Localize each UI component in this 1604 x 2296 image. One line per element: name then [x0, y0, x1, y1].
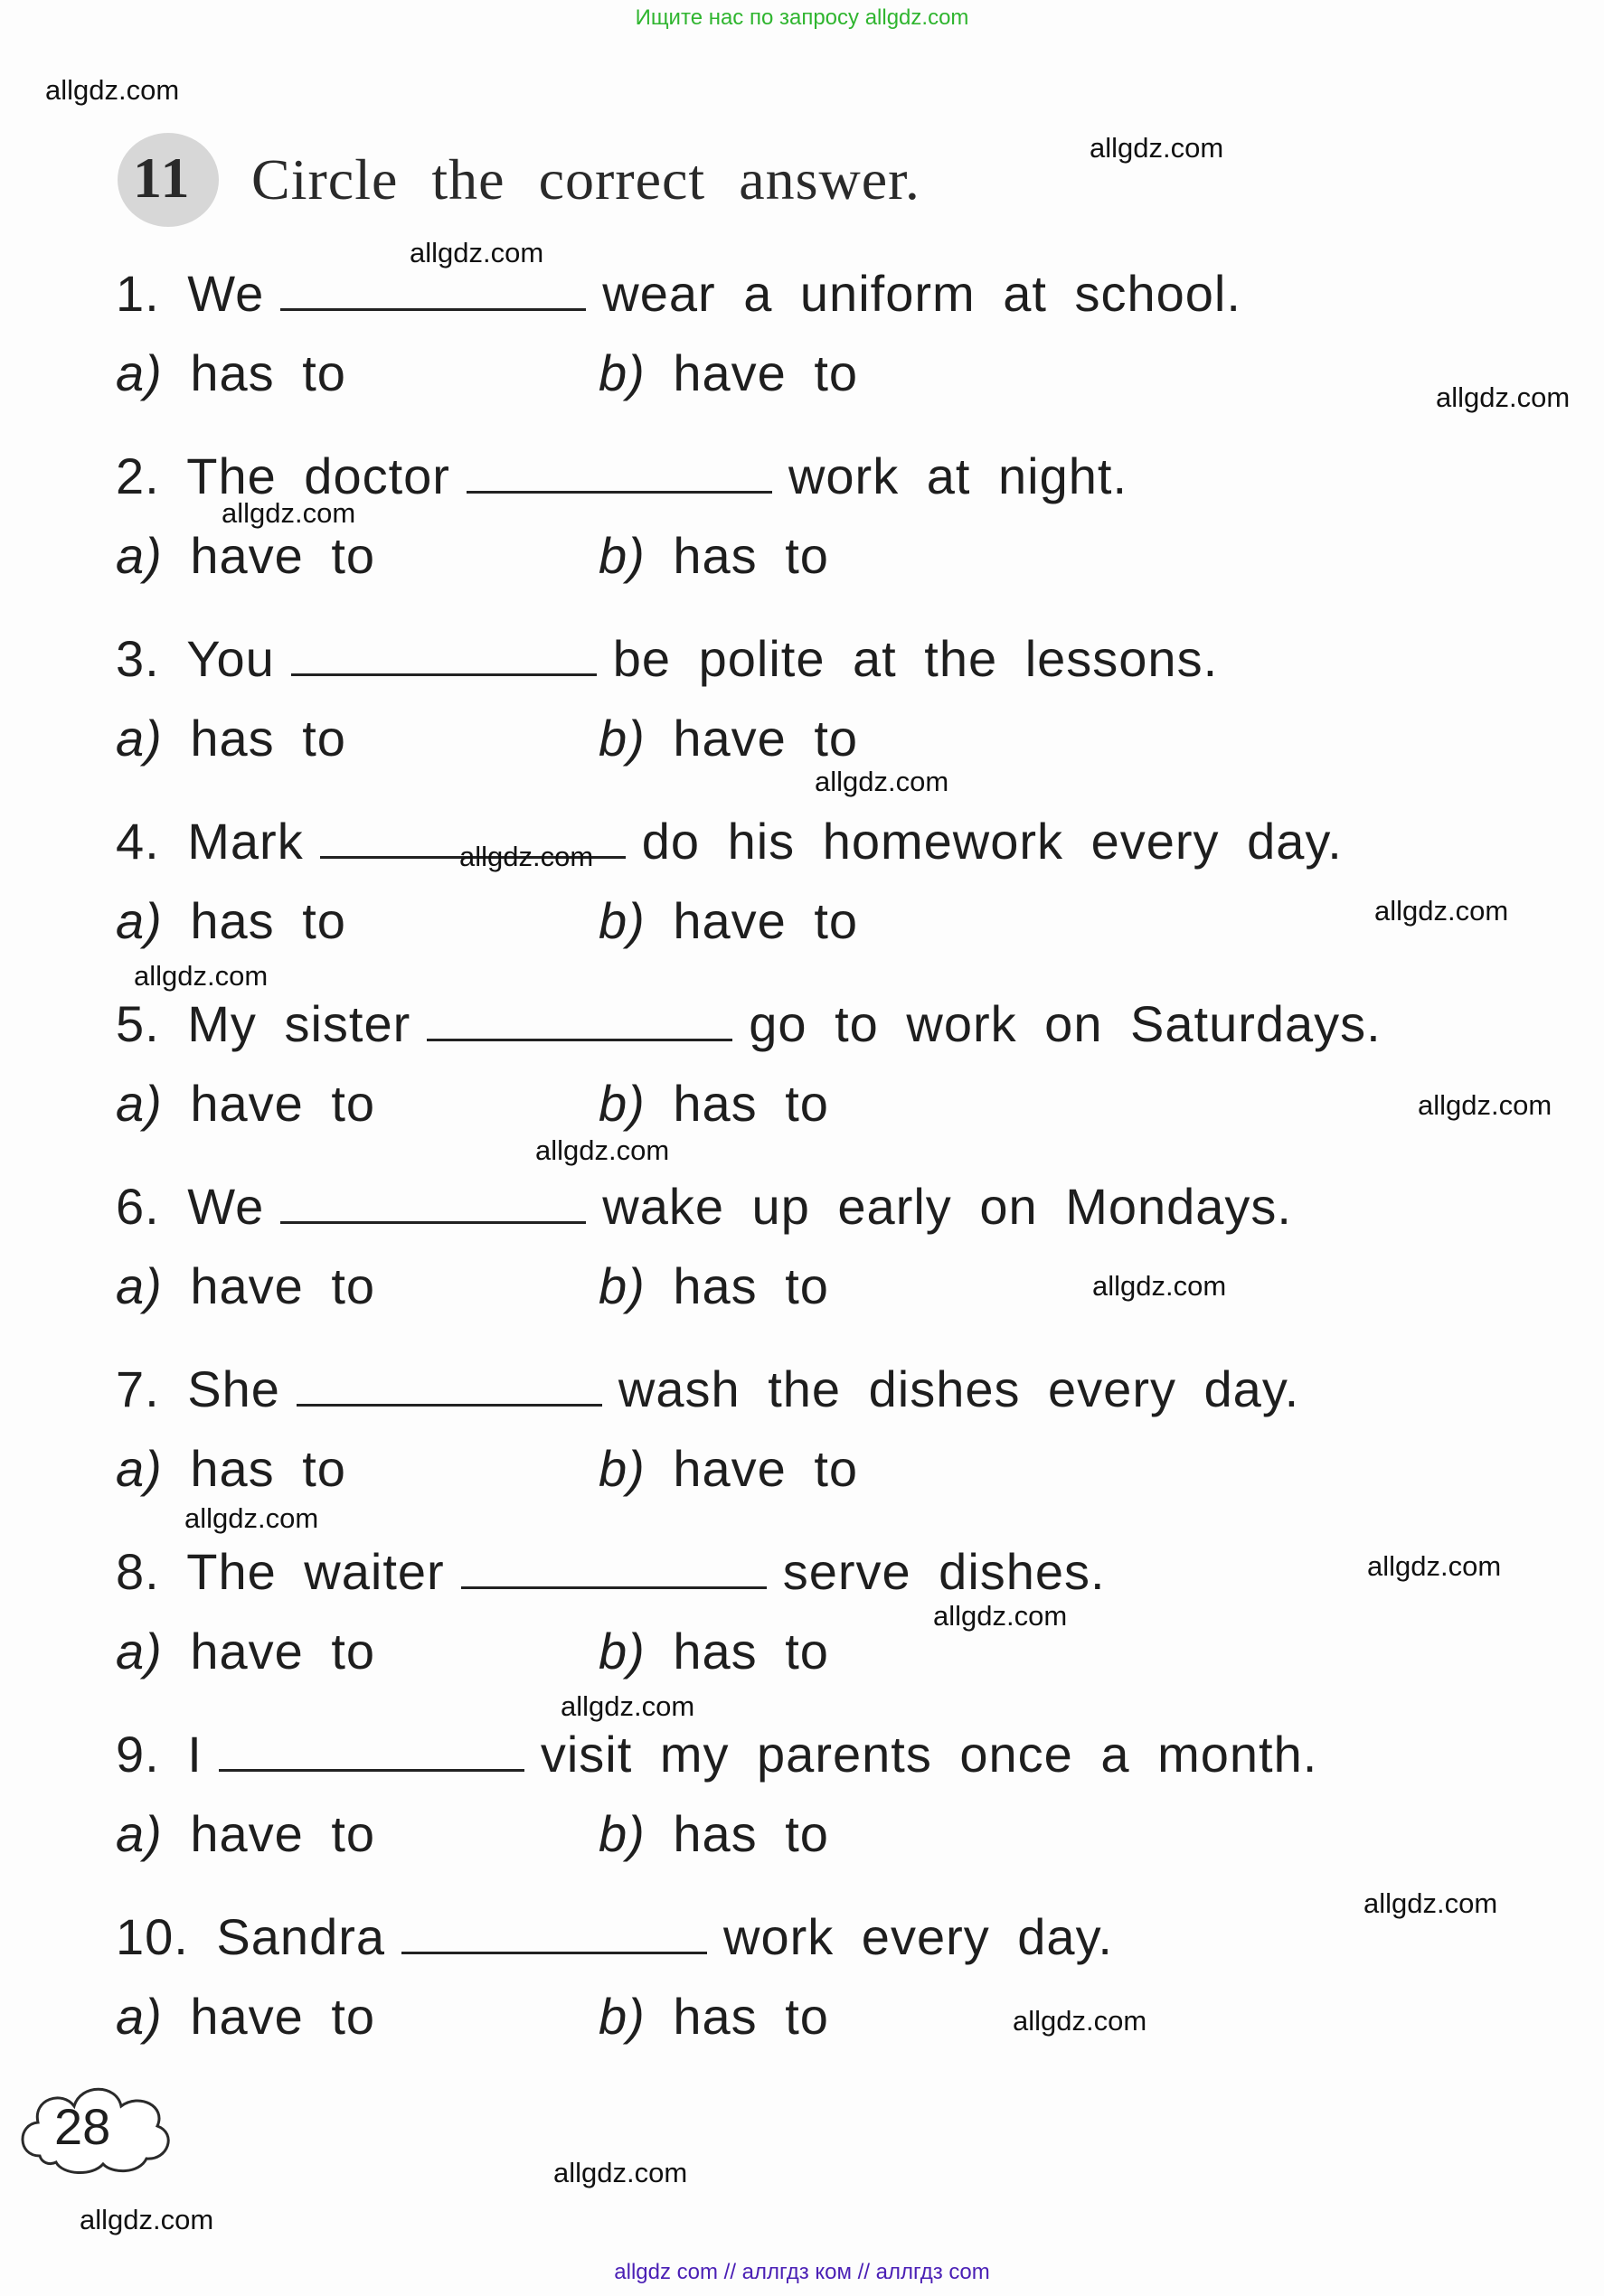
watermark: allgdz.com — [1418, 1089, 1552, 1121]
option-a[interactable]: a) have to — [116, 1623, 376, 1680]
option-b[interactable]: b) has to — [599, 527, 829, 584]
option-a[interactable]: a) have to — [116, 1075, 376, 1132]
option-b[interactable]: b) has to — [599, 1988, 829, 2045]
item-number: 7. — [116, 1360, 160, 1417]
answer-blank[interactable] — [401, 1915, 707, 1954]
top-banner: Ищите нас по запросу allgdz.com — [635, 5, 969, 30]
item-text-before: We — [187, 1178, 265, 1235]
watermark: allgdz.com — [45, 74, 180, 106]
option-a[interactable]: a) has to — [116, 1440, 346, 1497]
item-text-after: serve dishes. — [782, 1543, 1106, 1600]
item-sentence — [116, 1725, 1317, 1783]
option-b[interactable]: b) have to — [599, 1440, 859, 1497]
option-a[interactable]: a) has to — [116, 710, 346, 767]
item-sentence — [116, 264, 1241, 323]
watermark: allgdz.com — [410, 237, 544, 268]
item-text-before: Sandra — [216, 1908, 385, 1965]
watermark: allgdz.com — [561, 1690, 695, 1722]
watermark: allgdz.com — [459, 841, 594, 872]
option-b[interactable]: b) has to — [599, 1623, 829, 1680]
item-text-after: go to work on Saturdays. — [749, 995, 1382, 1052]
answer-blank[interactable] — [297, 1368, 602, 1407]
watermark: allgdz.com — [815, 766, 949, 797]
watermark: allgdz.com — [933, 1600, 1068, 1632]
item-text-after: work at night. — [788, 447, 1128, 504]
item-text-before: Mark — [187, 813, 304, 870]
answer-blank[interactable] — [219, 1733, 524, 1772]
item-text-after: wear a uniform at school. — [602, 265, 1241, 322]
watermark: allgdz.com — [184, 1502, 319, 1534]
item-sentence — [116, 1542, 1106, 1601]
watermark: allgdz.com — [1367, 1550, 1502, 1582]
item-text-after: be polite at the lessons. — [612, 630, 1219, 687]
answer-blank[interactable] — [461, 1550, 767, 1589]
item-text-before: My sister — [187, 995, 411, 1052]
item-text-before: The waiter — [186, 1543, 445, 1600]
footer-links: allgdz com // аллгдз ком // аллгдз com — [614, 2260, 990, 2284]
option-b[interactable]: b) has to — [599, 1075, 829, 1132]
watermark: allgdz.com — [1436, 381, 1571, 413]
option-a[interactable]: a) has to — [116, 892, 346, 949]
answer-blank[interactable] — [280, 1185, 586, 1224]
item-sentence — [116, 1177, 1292, 1236]
watermark: allgdz.com — [1374, 895, 1509, 927]
item-number: 2. — [116, 447, 160, 504]
option-a[interactable]: a) have to — [116, 1805, 376, 1862]
item-text-after: work every day. — [723, 1908, 1113, 1965]
option-a[interactable]: a) have to — [116, 1257, 376, 1314]
exercise-title: Circle the correct answer. — [251, 147, 920, 212]
answer-blank[interactable] — [467, 455, 772, 494]
item-number: 1. — [116, 265, 160, 322]
page-number: 28 — [54, 2098, 111, 2155]
item-sentence — [116, 1360, 1299, 1418]
watermark: allgdz.com — [1092, 1270, 1227, 1302]
watermark: allgdz.com — [222, 497, 356, 529]
watermark: allgdz.com — [553, 2157, 688, 2188]
option-a[interactable]: a) have to — [116, 527, 376, 584]
option-b[interactable]: b) have to — [599, 892, 859, 949]
item-text-after: do his homework every day. — [641, 813, 1343, 870]
exercise-number: 11 — [133, 146, 192, 210]
item-text-after: wake up early on Mondays. — [602, 1178, 1292, 1235]
item-number: 10. — [116, 1908, 189, 1965]
item-text-after: visit my parents once a month. — [540, 1726, 1318, 1783]
item-text-before: I — [187, 1726, 203, 1783]
item-number: 4. — [116, 813, 160, 870]
item-sentence — [116, 994, 1382, 1053]
item-sentence — [116, 629, 1218, 688]
answer-blank[interactable] — [427, 1002, 732, 1041]
option-a[interactable]: a) has to — [116, 344, 346, 401]
item-text-before: The doctor — [186, 447, 450, 504]
item-sentence — [116, 1907, 1113, 1966]
option-b[interactable]: b) has to — [599, 1257, 829, 1314]
item-number: 8. — [116, 1543, 160, 1600]
item-sentence — [116, 812, 1343, 870]
watermark: allgdz.com — [1090, 132, 1224, 164]
watermark: allgdz.com — [535, 1134, 670, 1166]
watermark: allgdz.com — [1013, 2005, 1147, 2037]
watermark: allgdz.com — [80, 2204, 214, 2235]
option-b[interactable]: b) has to — [599, 1805, 829, 1862]
item-number: 3. — [116, 630, 160, 687]
option-b[interactable]: b) have to — [599, 710, 859, 767]
option-a[interactable]: a) have to — [116, 1988, 376, 2045]
answer-blank[interactable] — [291, 637, 597, 676]
item-text-before: You — [186, 630, 275, 687]
item-text-after: wash the dishes every day. — [618, 1360, 1300, 1417]
option-b[interactable]: b) have to — [599, 344, 859, 401]
watermark: allgdz.com — [134, 960, 269, 992]
watermark: allgdz.com — [1363, 1887, 1498, 1919]
item-number: 5. — [116, 995, 160, 1052]
answer-blank[interactable] — [280, 272, 586, 311]
item-text-before: We — [187, 265, 265, 322]
item-text-before: She — [187, 1360, 280, 1417]
item-number: 6. — [116, 1178, 160, 1235]
item-number: 9. — [116, 1726, 160, 1783]
